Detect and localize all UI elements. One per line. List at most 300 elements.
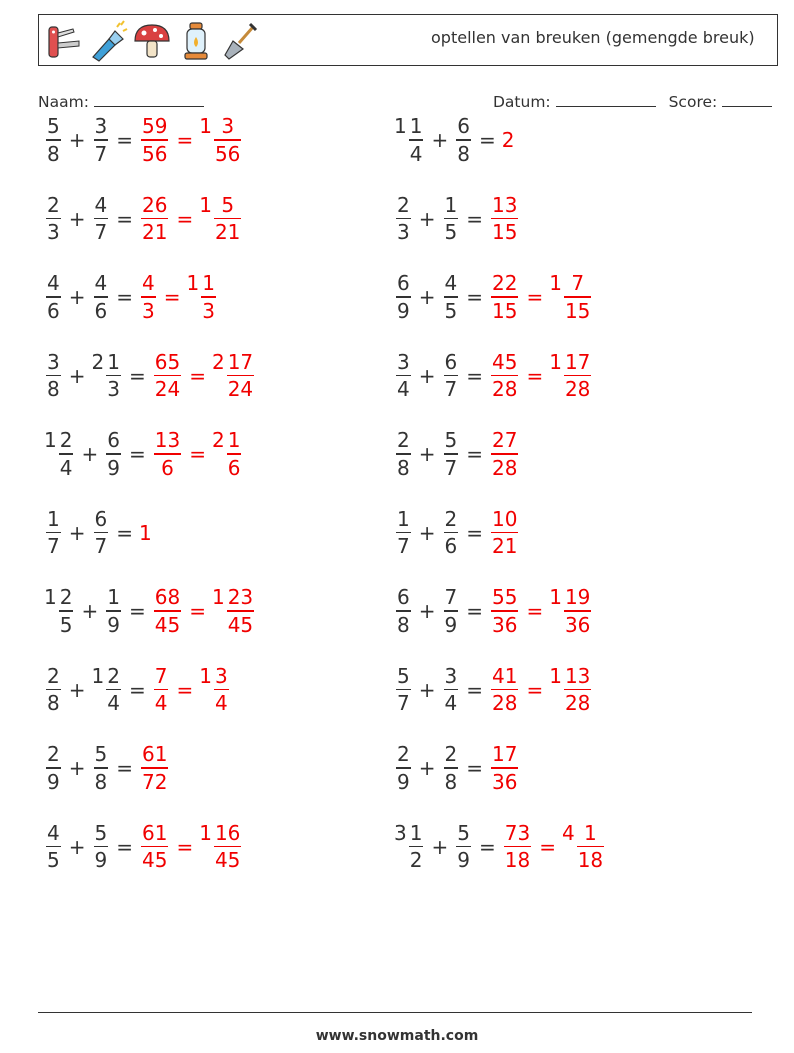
term-number: [44, 584, 75, 638]
equals-sign: =: [466, 206, 483, 231]
term-denominator: 5: [59, 612, 73, 637]
term-denominator: 9: [94, 848, 108, 873]
term-denominator: 3: [107, 377, 120, 402]
answer-numerator: 22: [492, 271, 518, 296]
problem-18: [394, 736, 520, 800]
term-fraction: [444, 427, 459, 481]
answer-fraction: [154, 349, 181, 403]
answer-fraction: [491, 506, 518, 560]
plus-sign: +: [418, 285, 436, 309]
answer-fraction: [227, 427, 242, 481]
term-fraction: [444, 192, 459, 246]
answer-whole: 1: [139, 520, 152, 545]
problem-11: [44, 501, 152, 565]
term-denominator: 7: [397, 691, 410, 716]
answer-denominator: 3: [142, 298, 155, 323]
term-whole: 1: [91, 663, 105, 688]
answer-fraction: [154, 663, 169, 717]
term-fraction: [46, 113, 61, 167]
answer-whole: 2: [211, 428, 225, 453]
term-denominator: 6: [444, 534, 458, 559]
term-denominator: 8: [47, 141, 60, 166]
term-numerator: 3: [94, 114, 108, 139]
term-fraction: [94, 192, 109, 246]
term-fraction: [396, 270, 411, 324]
answer-number: [549, 663, 593, 717]
date-blank: [556, 92, 656, 107]
term-denominator: 6: [47, 298, 60, 323]
answer-denominator: 28: [492, 691, 518, 716]
term-number: [104, 584, 123, 638]
term-denominator: 8: [47, 377, 60, 402]
answer-fraction: [491, 427, 518, 481]
term-denominator: 9: [47, 769, 60, 794]
answer-equals-sign: =: [176, 677, 194, 702]
answer-equals-sign: =: [526, 285, 544, 309]
answer-denominator: 56: [142, 141, 168, 166]
answer-number: [139, 270, 158, 324]
term-fraction: [59, 427, 74, 481]
answer-number: [152, 349, 183, 403]
term-number: [454, 113, 473, 167]
term-fraction: [46, 741, 61, 795]
answer-equals-sign: =: [176, 128, 194, 152]
answer: [139, 741, 170, 795]
answer-number: [489, 584, 520, 638]
answer-number: [152, 427, 183, 481]
answer-equals-sign: =: [189, 599, 206, 623]
term-denominator: 7: [397, 534, 410, 559]
term-denominator: 8: [397, 612, 410, 637]
problem-15: [44, 658, 231, 722]
equals-sign: =: [116, 756, 133, 780]
problem-14: [394, 579, 593, 643]
term-denominator: 4: [59, 455, 73, 480]
equals-sign: =: [466, 442, 483, 466]
term-number: [92, 349, 123, 403]
answer-equals-sign: =: [526, 599, 544, 623]
answer-whole: 1: [549, 349, 562, 374]
plus-sign: +: [68, 677, 86, 702]
answer-number: [199, 663, 230, 717]
answer-numerator: 45: [492, 349, 518, 374]
answer-denominator: 15: [492, 220, 518, 245]
equals-sign: =: [466, 677, 483, 702]
term-denominator: 8: [47, 691, 60, 716]
answer-denominator: 28: [492, 377, 518, 402]
term-whole: 2: [91, 349, 105, 374]
term-numerator: 6: [457, 114, 470, 139]
equals-sign: =: [128, 363, 146, 388]
term-fraction: [106, 584, 121, 638]
answer-fraction: [141, 113, 168, 167]
answer-denominator: 21: [142, 220, 168, 245]
term-number: [394, 427, 413, 481]
equals-sign: =: [116, 206, 133, 231]
term-number: [92, 270, 111, 324]
term-number: [442, 663, 461, 717]
answer-number: [489, 270, 520, 324]
answer-numerator: 4: [142, 271, 155, 296]
answer-number: [139, 192, 170, 246]
plus-sign: +: [81, 599, 99, 623]
term-numerator: 1: [47, 506, 60, 531]
plus-sign: +: [68, 285, 86, 309]
term-fraction: [106, 663, 121, 717]
answer-numerator: 68: [154, 585, 181, 610]
term-fraction: [456, 820, 471, 874]
term-denominator: 3: [47, 220, 60, 245]
term-fraction: [94, 741, 109, 795]
term-numerator: 2: [47, 663, 60, 688]
answer: [152, 349, 256, 403]
plus-sign: +: [68, 756, 86, 780]
answer-whole: 1: [186, 271, 200, 296]
term-fraction: [444, 584, 459, 638]
worksheet-title: optellen van breuken (gemengde breuk): [431, 28, 755, 47]
plus-sign: +: [431, 128, 449, 152]
term-fraction: [444, 270, 459, 324]
plus-sign: +: [68, 834, 86, 859]
problem-6: [394, 265, 593, 329]
term-number: [394, 192, 413, 246]
problem-19: [44, 815, 243, 879]
score-blank: [722, 92, 772, 107]
answer-denominator: 21: [214, 220, 241, 245]
term-numerator: 3: [397, 349, 410, 374]
term-denominator: 9: [397, 298, 410, 323]
term-numerator: 2: [444, 506, 458, 531]
answer-denominator: 15: [492, 298, 518, 323]
answer-fraction: [154, 427, 181, 481]
plus-sign: +: [431, 834, 449, 859]
answer-numerator: 1: [202, 271, 215, 296]
answer: [502, 820, 606, 874]
answer-number: [549, 349, 593, 403]
term-denominator: 7: [444, 455, 458, 480]
equals-sign: =: [466, 756, 483, 780]
answer-denominator: 18: [577, 848, 604, 873]
answer-equals-sign: =: [526, 363, 544, 388]
term-whole: 3: [394, 820, 407, 845]
term-numerator: 5: [94, 820, 108, 845]
answer-numerator: 7: [154, 663, 168, 688]
term-denominator: 5: [47, 848, 60, 873]
problem-16: [394, 658, 593, 722]
term-fraction: [396, 663, 411, 717]
answer-fraction: [491, 741, 518, 795]
footer-url: www.snowmath.com: [315, 1028, 479, 1044]
equals-sign: =: [128, 599, 146, 623]
term-numerator: 2: [107, 663, 120, 688]
term-number: [92, 820, 111, 874]
term-whole: 1: [394, 114, 407, 139]
answer-numerator: 3: [214, 663, 228, 688]
answer-fraction: [491, 270, 518, 324]
answer-denominator: 4: [214, 691, 228, 716]
answer-number: [212, 427, 243, 481]
answer-whole: 1: [549, 585, 562, 610]
plus-sign: +: [418, 599, 436, 623]
term-number: [44, 506, 63, 560]
term-number: [442, 427, 461, 481]
answer-denominator: 28: [492, 455, 518, 480]
name-blank: [94, 92, 204, 107]
answer-number: [549, 584, 593, 638]
answer-number: [199, 192, 243, 246]
answer-numerator: 13: [154, 428, 181, 453]
answer-denominator: 36: [564, 612, 591, 637]
plus-sign: +: [418, 520, 436, 545]
term-whole: 1: [44, 585, 57, 610]
term-number: [442, 270, 461, 324]
answer-number: [199, 820, 243, 874]
term-numerator: 2: [397, 428, 410, 453]
shovel-icon: [219, 19, 261, 63]
mushroom-icon: [131, 19, 173, 63]
term-numerator: 2: [397, 742, 410, 767]
term-numerator: 2: [59, 428, 73, 453]
answer-number: [502, 128, 515, 152]
term-fraction: [409, 113, 424, 167]
term-numerator: 1: [409, 114, 423, 139]
answer-number: [212, 349, 256, 403]
answer: [139, 192, 243, 246]
answer: [489, 584, 593, 638]
answer-fraction: [564, 349, 591, 403]
answer-fraction: [214, 192, 241, 246]
term-fraction: [396, 506, 411, 560]
equals-sign: =: [116, 834, 133, 859]
term-numerator: 3: [47, 349, 60, 374]
term-number: [442, 349, 461, 403]
footer-divider: [38, 1012, 752, 1013]
problem-13: [44, 579, 256, 643]
answer-numerator: 23: [227, 585, 254, 610]
plus-sign: +: [68, 363, 86, 388]
term-number: [44, 113, 63, 167]
plus-sign: +: [418, 363, 436, 388]
worksheet-header: [38, 14, 778, 66]
term-denominator: 7: [94, 220, 108, 245]
answer-fraction: [227, 584, 254, 638]
answer-fraction: [227, 349, 254, 403]
term-numerator: 7: [444, 585, 458, 610]
answer-numerator: 41: [492, 663, 518, 688]
answer-fraction: [491, 192, 518, 246]
answer-equals-sign: =: [163, 285, 181, 309]
answer-denominator: 56: [214, 141, 241, 166]
term-numerator: 5: [457, 820, 470, 845]
term-number: [442, 584, 461, 638]
term-number: [44, 270, 63, 324]
term-denominator: 7: [94, 534, 108, 559]
problem-4: [394, 187, 520, 251]
answer-number: [489, 741, 520, 795]
answer-denominator: 4: [154, 691, 168, 716]
pocket-knife-icon: [43, 19, 85, 63]
term-numerator: 2: [47, 742, 60, 767]
term-numerator: 2: [444, 742, 458, 767]
answer-numerator: 55: [492, 585, 518, 610]
answer-numerator: 13: [564, 663, 591, 688]
answer-numerator: 19: [564, 585, 591, 610]
term-denominator: 6: [94, 298, 108, 323]
problem-12: [394, 501, 520, 565]
answer-numerator: 7: [571, 271, 585, 296]
term-numerator: 5: [397, 663, 410, 688]
term-fraction: [46, 270, 61, 324]
answer-denominator: 45: [142, 848, 168, 873]
term-denominator: 4: [107, 691, 120, 716]
term-denominator: 4: [397, 377, 410, 402]
term-numerator: 4: [94, 271, 108, 296]
term-number: [44, 820, 63, 874]
answer-fraction: [154, 584, 181, 638]
answer-fraction: [564, 663, 591, 717]
plus-sign: +: [68, 128, 86, 152]
problem-1: [44, 108, 243, 172]
term-denominator: 8: [397, 455, 410, 480]
answer-denominator: 24: [227, 377, 254, 402]
term-numerator: 4: [94, 192, 108, 217]
answer-numerator: 1: [584, 820, 597, 845]
answer-whole: 1: [549, 663, 562, 688]
term-number: [44, 427, 75, 481]
answer-number: [489, 349, 520, 403]
plus-sign: +: [68, 206, 86, 231]
term-number: [394, 584, 413, 638]
term-numerator: 6: [397, 585, 410, 610]
answer: [152, 663, 231, 717]
answer-denominator: 72: [142, 769, 168, 794]
term-fraction: [46, 820, 61, 874]
term-numerator: 5: [444, 428, 458, 453]
answer-number: [489, 192, 520, 246]
answer-denominator: 6: [161, 455, 174, 480]
answer-number: [152, 663, 171, 717]
lantern-icon: [175, 19, 217, 63]
term-number: [442, 741, 461, 795]
term-numerator: 6: [107, 428, 120, 453]
term-fraction: [94, 113, 109, 167]
answer-numerator: 16: [214, 820, 241, 845]
term-numerator: 5: [47, 114, 60, 139]
term-fraction: [396, 349, 411, 403]
problem-17: [44, 736, 170, 800]
answer-fraction: [491, 663, 518, 717]
name-label: Naam:: [38, 93, 89, 111]
term-denominator: 8: [444, 769, 458, 794]
answer-whole: 1: [199, 663, 212, 688]
term-denominator: 4: [444, 691, 458, 716]
problem-5: [44, 265, 218, 329]
answer: [489, 270, 593, 324]
answer-number: [502, 820, 533, 874]
answer-whole: 2: [501, 128, 515, 152]
answer-number: [489, 663, 520, 717]
term-fraction: [444, 349, 459, 403]
term-numerator: 2: [59, 585, 73, 610]
answer-denominator: 3: [202, 298, 215, 323]
answer: [502, 128, 515, 152]
term-numerator: 1: [409, 820, 423, 845]
equals-sign: =: [466, 520, 483, 545]
answer-numerator: 17: [492, 742, 518, 767]
equals-sign: =: [128, 677, 146, 702]
term-fraction: [106, 427, 121, 481]
problem-10: [394, 422, 520, 486]
equals-sign: =: [116, 285, 133, 309]
answer: [489, 663, 593, 717]
term-number: [394, 741, 413, 795]
equals-sign: =: [116, 520, 133, 545]
answer-number: [562, 820, 606, 874]
answer-denominator: 15: [564, 298, 591, 323]
answer-fraction: [214, 663, 229, 717]
answer-fraction: [491, 349, 518, 403]
term-fraction: [59, 584, 74, 638]
answer: [139, 270, 218, 324]
term-fraction: [94, 820, 109, 874]
answer-denominator: 36: [492, 769, 518, 794]
term-fraction: [94, 506, 109, 560]
answer-fraction: [577, 820, 604, 874]
term-number: [394, 113, 425, 167]
term-number: [92, 192, 111, 246]
answer-whole: 2: [211, 349, 225, 374]
equals-sign: =: [478, 128, 496, 152]
answer-number: [489, 427, 520, 481]
term-number: [394, 506, 413, 560]
answer-number: [139, 521, 152, 545]
term-denominator: 7: [94, 141, 108, 166]
term-number: [104, 427, 123, 481]
answer: [152, 427, 244, 481]
answer-fraction: [141, 270, 156, 324]
answer-fraction: [564, 584, 591, 638]
term-number: [92, 663, 123, 717]
answer-fraction: [214, 113, 241, 167]
term-fraction: [46, 349, 61, 403]
answer-number: [139, 741, 170, 795]
term-denominator: 9: [457, 848, 470, 873]
answer-number: [549, 270, 593, 324]
answer-number: [139, 113, 170, 167]
term-number: [44, 349, 63, 403]
term-denominator: 7: [444, 377, 458, 402]
term-numerator: 2: [397, 192, 410, 217]
answer-numerator: 17: [564, 349, 591, 374]
answer-numerator: 26: [142, 192, 168, 217]
answer-whole: 1: [199, 114, 212, 139]
answer-numerator: 61: [142, 742, 168, 767]
answer-denominator: 45: [227, 612, 254, 637]
header-icons: [43, 19, 261, 63]
answer-numerator: 1: [227, 428, 241, 453]
term-fraction: [409, 820, 424, 874]
term-numerator: 6: [397, 271, 410, 296]
answer-whole: 1: [199, 192, 212, 217]
term-number: [394, 663, 413, 717]
term-numerator: 4: [47, 820, 60, 845]
term-fraction: [444, 506, 459, 560]
answer-numerator: 73: [504, 820, 531, 845]
answer-whole: 4: [561, 820, 575, 845]
plus-sign: +: [418, 442, 436, 466]
answer-whole: 1: [199, 820, 212, 845]
score-label: Score:: [668, 93, 718, 111]
